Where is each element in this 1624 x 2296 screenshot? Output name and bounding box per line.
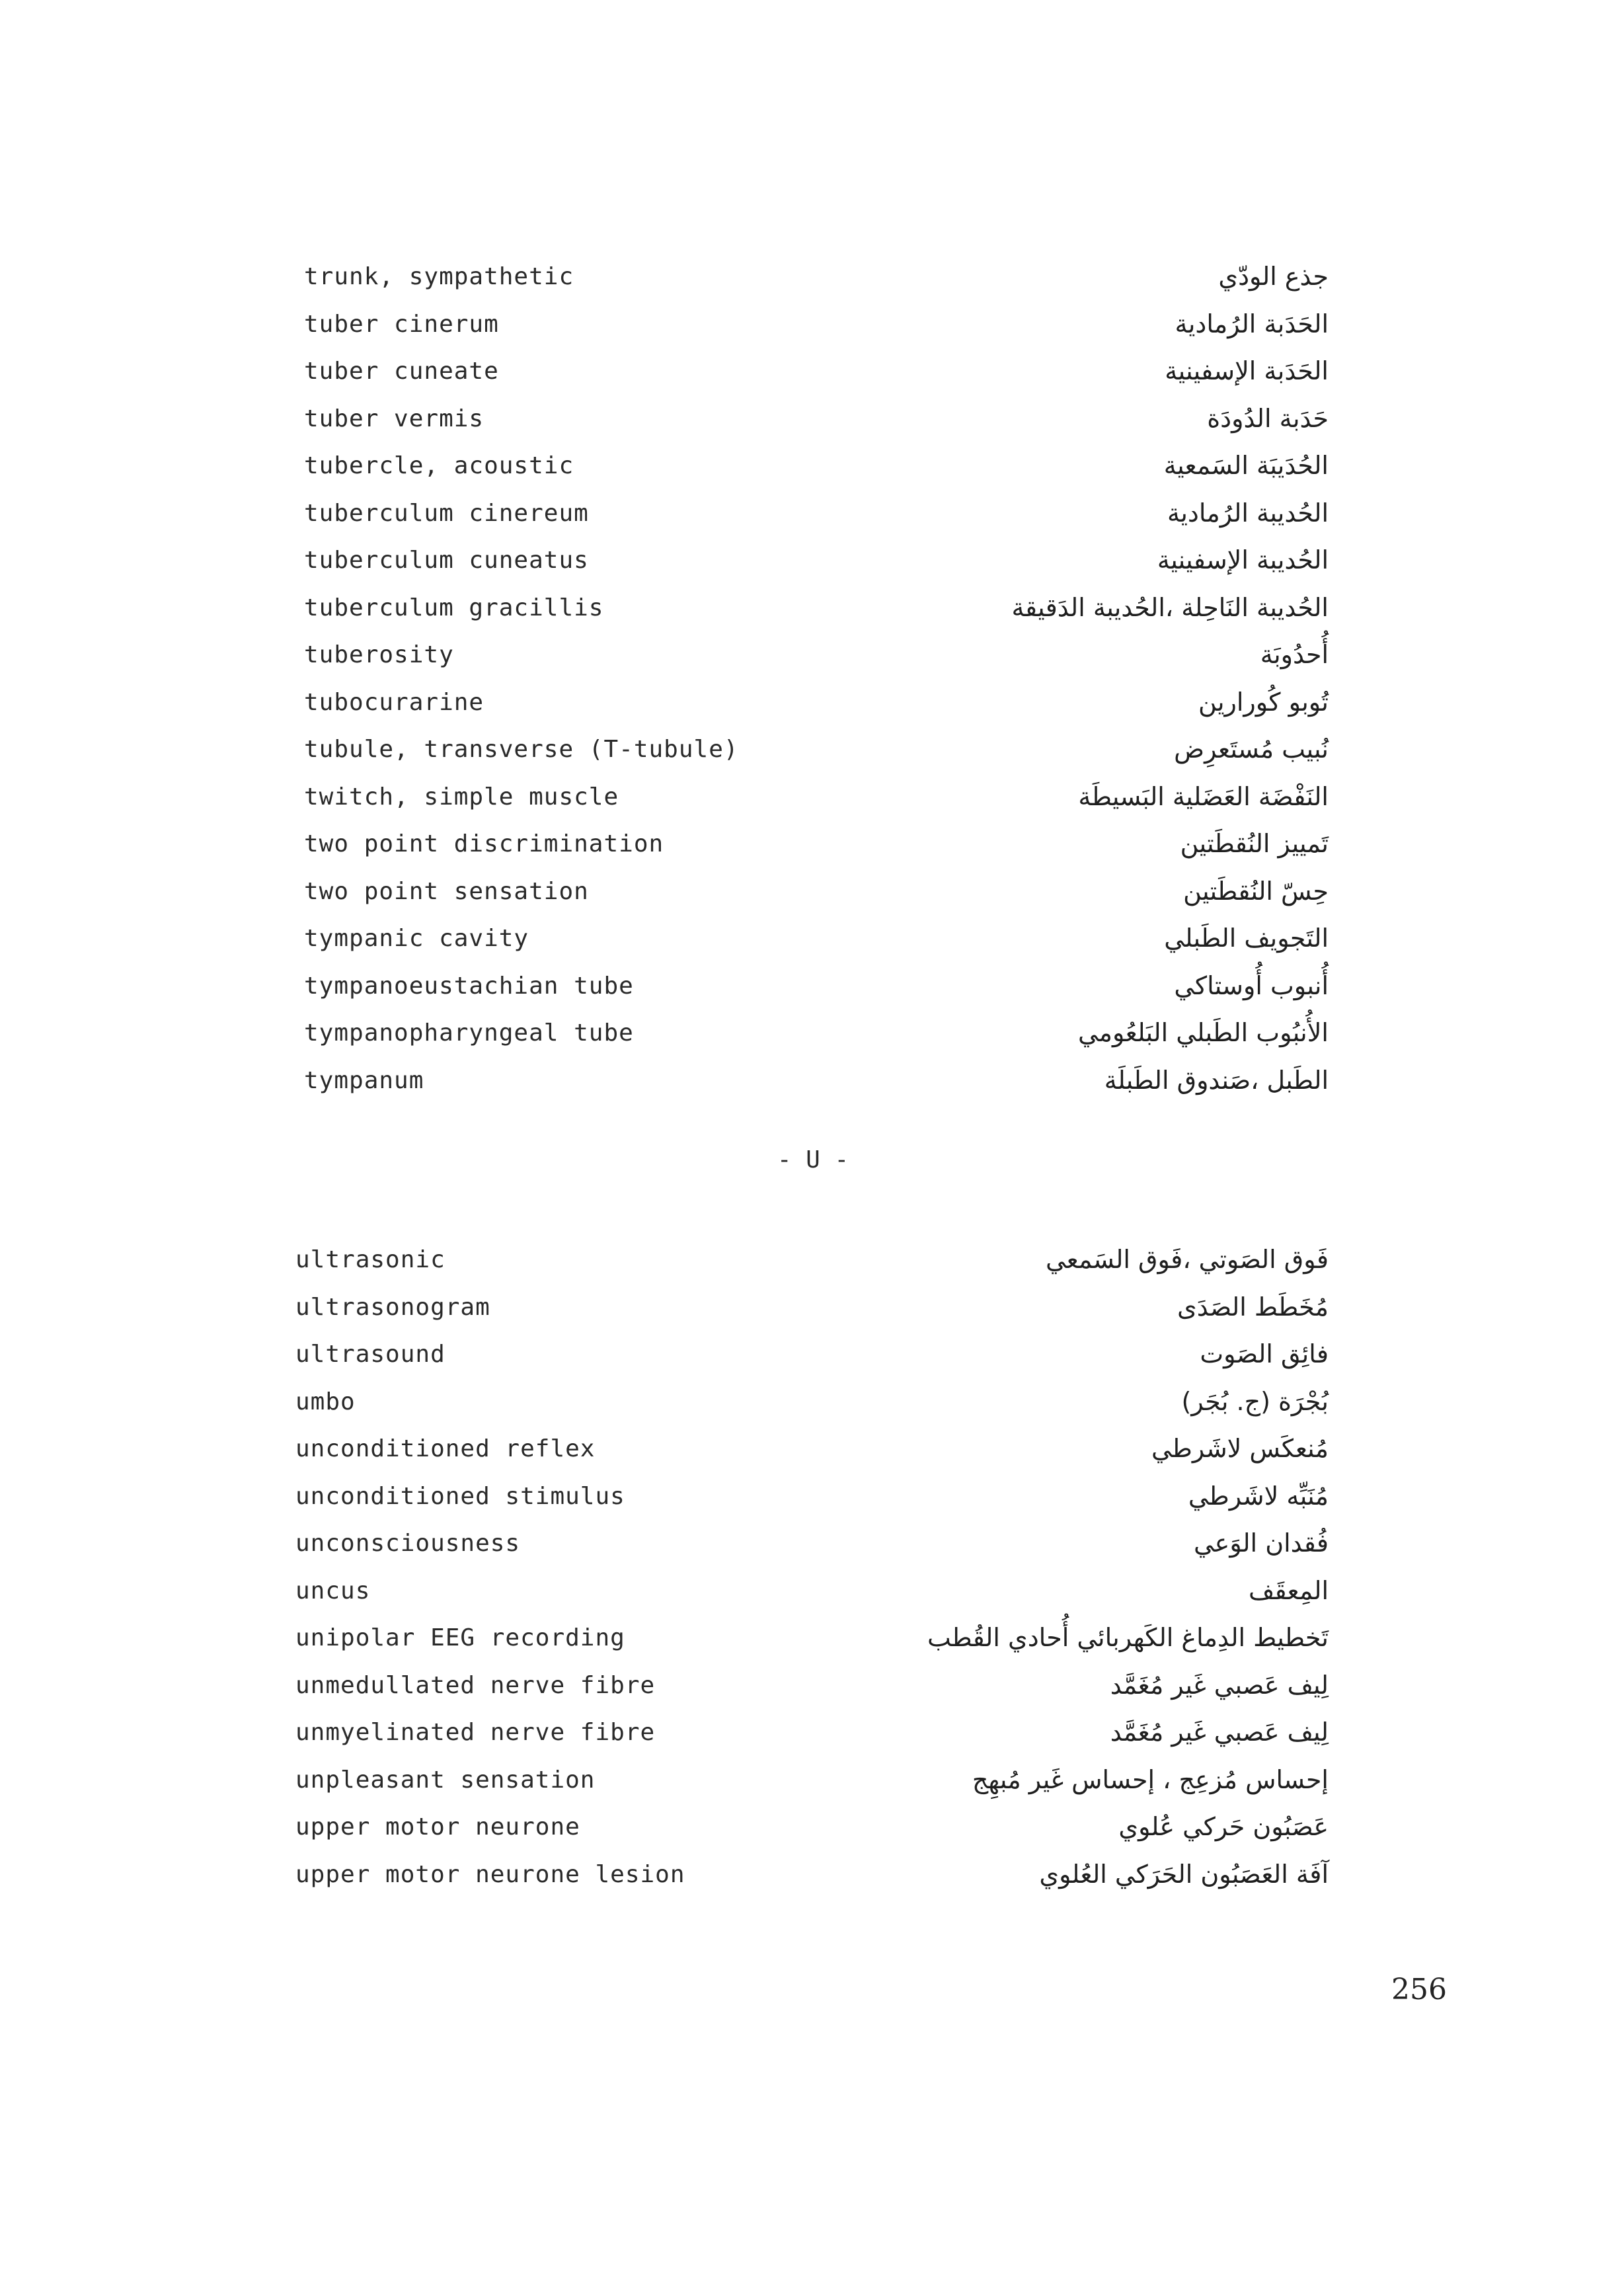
glossary-entry [297, 490, 1329, 537]
glossary-entry [297, 1236, 1329, 1284]
arabic-term: تُوبو كُورارين [1198, 687, 1329, 717]
english-term: umbo [295, 1388, 356, 1415]
glossary-entry [297, 348, 1329, 395]
arabic-term: فَوق الصَوتي ،فَوق السَمعي [1045, 1245, 1329, 1274]
glossary-entry [297, 1709, 1329, 1757]
arabic-term: الحُديبة الإسفينية [1157, 545, 1329, 574]
arabic-term: الطَبل ،صَندوق الطَبلَة [1104, 1065, 1329, 1095]
glossary-entry [297, 1567, 1329, 1615]
arabic-term: المِعقَف [1249, 1575, 1329, 1605]
arabic-term: لِيف عَصبي غَير مُغَمَّد [1110, 1670, 1329, 1700]
arabic-term: نُبيب مُستَعرِض [1174, 734, 1329, 764]
glossary-entry [297, 537, 1329, 584]
arabic-term: الحُدَيبَة السَمعية [1163, 451, 1329, 480]
glossary-entry [297, 253, 1329, 301]
section-divider-u: - U - [777, 1146, 849, 1173]
english-term: ultrasonogram [295, 1293, 490, 1321]
glossary-entry [297, 773, 1329, 821]
english-term: tuber vermis [304, 405, 484, 432]
english-term: upper motor neurone lesion [295, 1860, 685, 1888]
glossary-entry [297, 1851, 1329, 1899]
english-term: tubercle, acoustic [304, 452, 574, 479]
glossary-entry [297, 631, 1329, 679]
arabic-term: عَصَبُون حَركي عُلوي [1118, 1812, 1329, 1841]
glossary-entry [297, 1378, 1329, 1426]
english-term: trunk, sympathetic [304, 263, 574, 290]
english-term: unipolar EEG recording [295, 1624, 625, 1651]
arabic-term: تَخطيط الدِماغ الكَهربائي أُحادي القُطب [927, 1623, 1329, 1652]
arabic-term: مُنعكَس لاشَرطي [1151, 1434, 1329, 1463]
glossary-entry [297, 915, 1329, 963]
english-term: upper motor neurone [295, 1813, 580, 1841]
english-term: tympanic cavity [304, 925, 529, 952]
english-term: unmedullated nerve fibre [295, 1671, 656, 1699]
english-term: tuberculum cuneatus [304, 547, 589, 574]
glossary-entry [297, 963, 1329, 1010]
arabic-term: الحَدَبة الإسفينية [1165, 356, 1329, 385]
english-term: tubocurarine [304, 688, 484, 716]
arabic-term: بُجْرَة (ج. بُجَر) [1181, 1386, 1329, 1416]
glossary-entry [297, 679, 1329, 727]
arabic-term: الحُديبة الرُمادية [1167, 498, 1329, 528]
english-term: tympanopharyngeal tube [304, 1019, 634, 1047]
english-term: tuber cinerum [304, 310, 499, 338]
english-term: tuberosity [304, 641, 454, 668]
arabic-term: جذع الودّي [1218, 262, 1329, 291]
arabic-term: أُحدُوبَة [1260, 640, 1329, 669]
glossary-entry [297, 1520, 1329, 1567]
english-term: unconditioned reflex [295, 1435, 596, 1462]
glossary-entry [297, 395, 1329, 443]
english-term: tubule, transverse (T-tubule) [304, 736, 739, 763]
arabic-term: النَفْضَة العَضَلية البَسيطَة [1078, 781, 1329, 811]
glossary-entry [297, 1614, 1329, 1662]
glossary-entry [297, 868, 1329, 916]
arabic-term: حَدَبة الدُودَة [1207, 403, 1329, 433]
arabic-term: آفَة العَصَبُون الحَرَكي العُلوي [1039, 1859, 1329, 1889]
arabic-term: تَمييز النُقطَتين [1180, 829, 1329, 858]
arabic-term: مُنَبِّه لاشَرطي [1188, 1481, 1329, 1511]
arabic-term: فُقدان الوَعي [1194, 1528, 1329, 1558]
english-term: ultrasound [295, 1341, 445, 1368]
english-term: uncus [295, 1577, 371, 1604]
english-term: unconditioned stimulus [295, 1482, 625, 1510]
glossary-entry [297, 820, 1329, 868]
arabic-term: حِسّ النُقطَتين [1183, 876, 1329, 906]
glossary-entry [297, 1009, 1329, 1057]
section-u [297, 1236, 1329, 1898]
page-number: 256 [1391, 1973, 1447, 2006]
arabic-term: الحُديبة النَاحِلة ،الحُديبة الدَقيقة [1011, 592, 1329, 622]
english-term: tuberculum gracillis [304, 594, 604, 621]
english-term: unmyelinated nerve fibre [295, 1719, 656, 1746]
glossary-entry [297, 1662, 1329, 1710]
arabic-term: مُخَطَط الصَدَى [1177, 1292, 1329, 1322]
english-term: twitch, simple muscle [304, 783, 619, 811]
english-term: tuber cuneate [304, 358, 499, 385]
glossary-entry [297, 1331, 1329, 1378]
english-term: tympanoeustachian tube [304, 972, 634, 1000]
english-term: two point discrimination [304, 830, 664, 857]
glossary-entry [297, 1473, 1329, 1521]
section-t [297, 253, 1329, 1104]
arabic-term: إحساس مُزعِج ، إحساس غَير مُبهِج [972, 1764, 1329, 1794]
english-term: unpleasant sensation [295, 1766, 596, 1794]
glossary-entry [297, 1803, 1329, 1851]
glossary-entry [297, 1757, 1329, 1804]
glossary-entry [297, 726, 1329, 773]
glossary-entry [297, 442, 1329, 490]
english-term: tympanum [304, 1066, 424, 1094]
glossary-entry [297, 301, 1329, 348]
arabic-term: الحَدَبة الرُمادية [1175, 309, 1329, 338]
glossary-entry [297, 1057, 1329, 1105]
english-term: unconsciousness [295, 1530, 521, 1557]
glossary-entry [297, 584, 1329, 632]
english-term: two point sensation [304, 877, 589, 905]
arabic-term: فائِق الصَوت [1200, 1339, 1329, 1368]
english-term: ultrasonic [295, 1246, 445, 1273]
arabic-term: التَجويف الطَبلي [1164, 924, 1329, 953]
arabic-term: أُنبوب أُوستاكي [1174, 970, 1329, 1000]
english-term: tuberculum cinereum [304, 499, 589, 527]
glossary-entry [297, 1425, 1329, 1473]
glossary-entry [297, 1284, 1329, 1331]
arabic-term: الأُنبُوب الطَبلي البَلعُومي [1077, 1018, 1329, 1047]
arabic-term: لِيف عَصبي غَير مُغَمَّد [1110, 1718, 1329, 1747]
